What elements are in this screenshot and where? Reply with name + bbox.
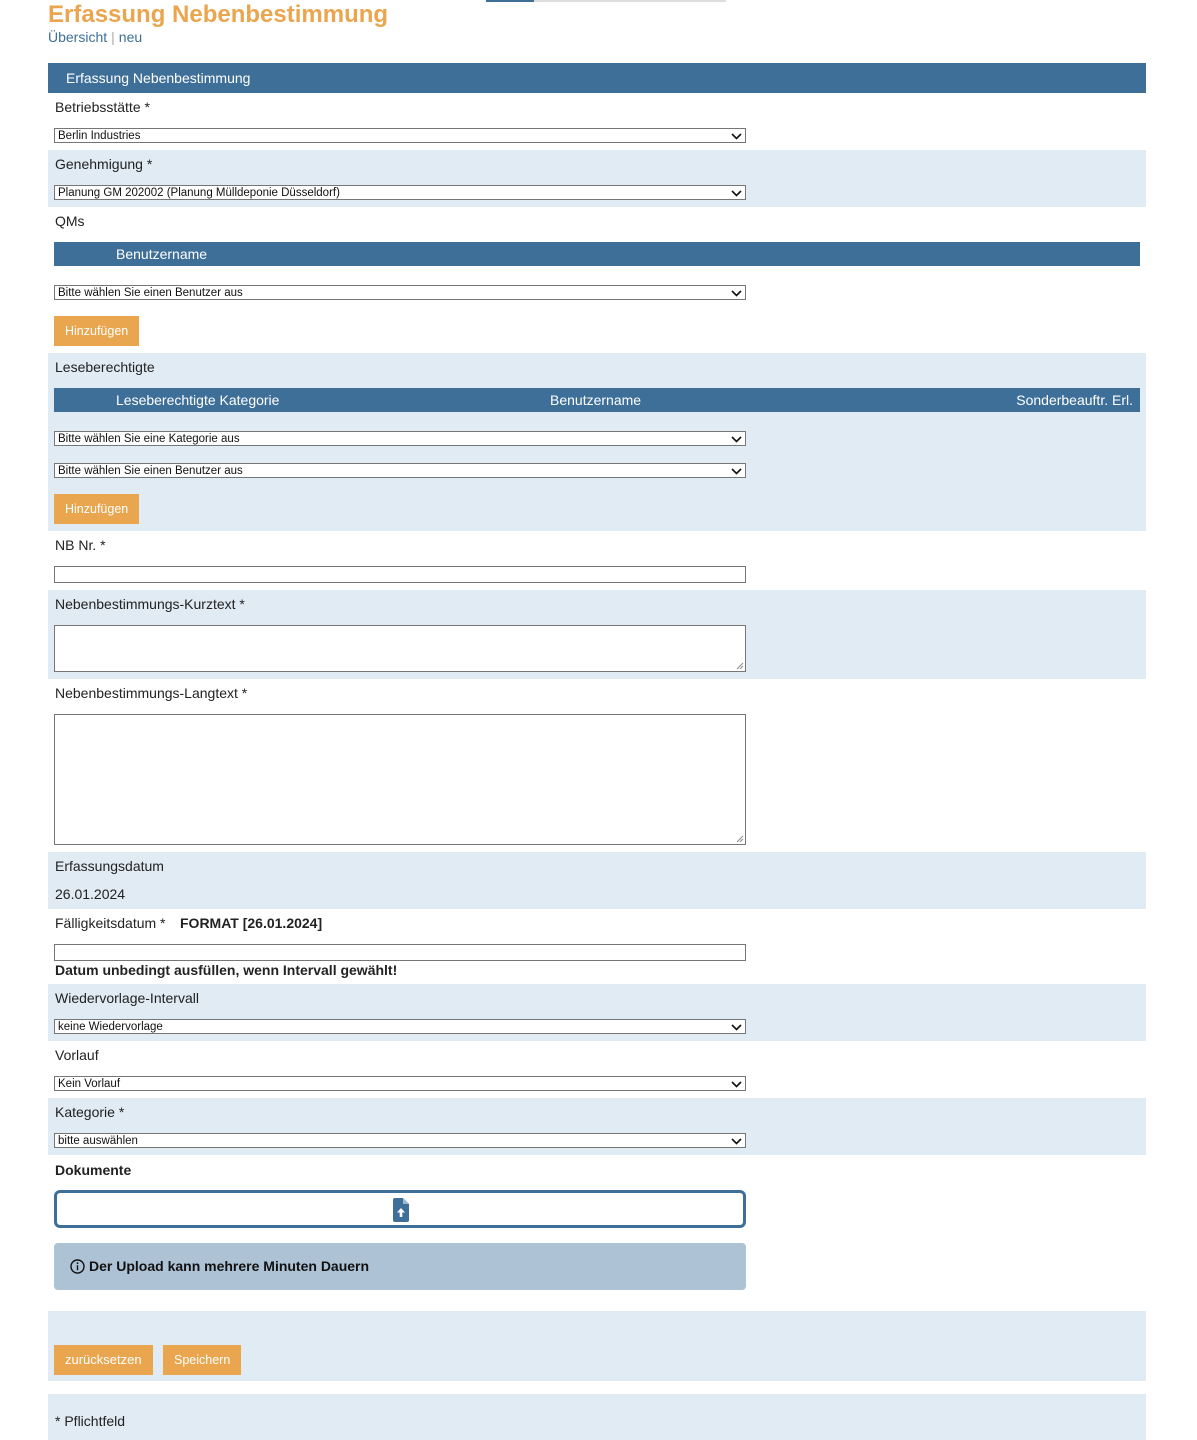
- langtext-label: Nebenbestimmungs-Langtext *: [55, 685, 248, 701]
- chevron-down-icon: [731, 189, 742, 197]
- erfassungsdatum-value: 26.01.2024: [55, 886, 126, 902]
- kurztext-textarea[interactable]: [54, 625, 746, 672]
- vorlauf-value: Kein Vorlauf: [58, 1078, 121, 1090]
- breadcrumb-new-link[interactable]: neu: [118, 29, 143, 45]
- info-circle-icon: [70, 1259, 85, 1274]
- faelligkeitsdatum-input[interactable]: [54, 944, 746, 961]
- breadcrumb: [48, 29, 142, 45]
- nb-nr-label: NB Nr. *: [55, 537, 106, 553]
- qms-table-header: [54, 242, 1140, 266]
- betriebsstaette-label: Betriebsstätte *: [55, 99, 150, 115]
- qms-user-select-value: Bitte wählen Sie einen Benutzer aus: [58, 287, 243, 299]
- required-footnote: * Pflichtfeld: [55, 1413, 126, 1429]
- kategorie-value: bitte auswählen: [58, 1135, 138, 1147]
- vorlauf-label: Vorlauf: [55, 1047, 99, 1063]
- upload-info-box: [54, 1243, 746, 1290]
- erfassungsdatum-label: Erfassungsdatum: [55, 858, 164, 874]
- page-title: Erfassung Nebenbestimmung: [48, 1, 389, 28]
- footnote-row: [48, 1394, 1146, 1440]
- file-upload-icon[interactable]: [392, 1198, 410, 1222]
- qms-row: [48, 207, 1146, 353]
- faelligkeitsdatum-warning: Datum unbedingt ausfüllen, wenn Intervall gewählt!: [55, 962, 398, 978]
- chevron-down-icon: [731, 289, 742, 297]
- leseberechtigte-category-select[interactable]: [54, 431, 746, 446]
- upload-info-text: Der Upload kann mehrere Minuten Dauern: [89, 1258, 370, 1274]
- top-progress-bar: [486, 0, 726, 2]
- erfassungsdatum-row: [48, 852, 1146, 909]
- form-section-header: Erfassung Nebenbestimmung: [48, 63, 1146, 93]
- chevron-down-icon: [731, 1080, 742, 1088]
- vorlauf-select[interactable]: [54, 1076, 746, 1091]
- wiedervorlage-select[interactable]: [54, 1019, 746, 1034]
- leseberechtigte-column-benutzername: Benutzername: [550, 392, 642, 408]
- reset-button[interactable]: zurücksetzen: [54, 1345, 153, 1375]
- betriebsstaette-select[interactable]: [54, 128, 746, 143]
- langtext-textarea[interactable]: [54, 714, 746, 845]
- qms-label: QMs: [55, 213, 85, 229]
- betriebsstaette-value: Berlin Industries: [58, 130, 141, 142]
- resize-grip-icon[interactable]: [735, 834, 744, 843]
- kategorie-select[interactable]: [54, 1133, 746, 1148]
- kategorie-label: Kategorie *: [55, 1104, 125, 1120]
- wiedervorlage-label: Wiedervorlage-Intervall: [55, 990, 199, 1006]
- qms-add-button[interactable]: Hinzufügen: [54, 316, 139, 346]
- leseberechtigte-add-button[interactable]: Hinzufügen: [54, 494, 139, 524]
- faelligkeitsdatum-format-hint: FORMAT [26.01.2024]: [180, 915, 323, 931]
- resize-grip-icon[interactable]: [735, 661, 744, 670]
- dokumente-label: Dokumente: [55, 1162, 132, 1178]
- nb-nr-input[interactable]: [54, 566, 746, 583]
- leseberechtigte-column-kategorie: Leseberechtigte Kategorie: [116, 392, 280, 408]
- chevron-down-icon: [731, 1023, 742, 1031]
- genehmigung-value: Planung GM 202002 (Planung Mülldeponie Düsseldorf): [58, 187, 340, 199]
- wiedervorlage-value: keine Wiedervorlage: [58, 1021, 163, 1033]
- chevron-down-icon: [731, 435, 742, 443]
- leseberechtigte-column-sonderbeauftr: Sonderbeauftr. Erl.: [1016, 392, 1133, 408]
- chevron-down-icon: [731, 1137, 742, 1145]
- genehmigung-select[interactable]: [54, 185, 746, 200]
- kurztext-label: Nebenbestimmungs-Kurztext *: [55, 596, 245, 612]
- chevron-down-icon: [731, 132, 742, 140]
- leseberechtigte-label: Leseberechtigte: [55, 359, 155, 375]
- qms-column-benutzername: Benutzername: [116, 246, 208, 262]
- breadcrumb-overview-link[interactable]: Übersicht: [48, 29, 108, 45]
- leseberechtigte-category-value: Bitte wählen Sie eine Kategorie aus: [58, 433, 240, 445]
- save-button[interactable]: Speichern: [163, 1345, 241, 1375]
- faelligkeitsdatum-label: Fälligkeitsdatum *: [55, 915, 166, 931]
- leseberechtigte-user-select[interactable]: [54, 463, 746, 478]
- leseberechtigte-table-header: [54, 388, 1140, 412]
- breadcrumb-separator: |: [111, 29, 115, 45]
- file-upload-dropzone[interactable]: [54, 1190, 746, 1228]
- genehmigung-label: Genehmigung *: [55, 156, 153, 172]
- chevron-down-icon: [731, 467, 742, 475]
- qms-user-select[interactable]: [54, 285, 746, 300]
- leseberechtigte-user-value: Bitte wählen Sie einen Benutzer aus: [58, 465, 243, 477]
